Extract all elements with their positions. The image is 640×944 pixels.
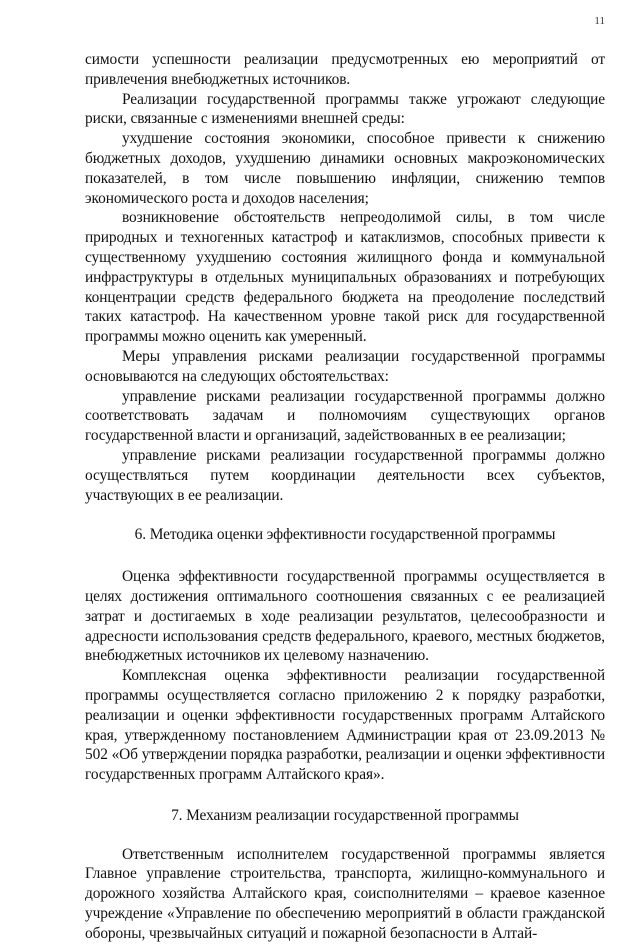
paragraph: ухудшение состояния экономики, способное привести к снижению бюджетных доходов, ухудшению динамики основных макроэкономических показателей, в том числе повышению инфляции, снижению темпов экономического роста и доходов населения; <box>85 130 605 207</box>
paragraph: Реализации государственной программы также угрожают следующие риски, связанные с изменениями внешней среды: <box>85 90 605 128</box>
section-heading: 6. Методика оценки эффективности государственной программы <box>134 526 556 544</box>
section-heading: 7. Механизм реализации государственной программы <box>171 806 519 824</box>
paragraph: управление рисками реализации государственной программы должно соответствовать задачам и полномочиям существующих органов государственной власти и организаций, задействованных в ее реализации; <box>85 387 605 445</box>
paragraph: управление рисками реализации государственной программы должно осуществляться путем координации деятельности всех субъектов, участвующих в ее реализации. <box>85 446 605 504</box>
paragraph: симости успешности реализации предусмотренных ею мероприятий от привлечения внебюджетных источников. <box>85 51 605 88</box>
paragraph: Ответственным исполнителем государственной программы является Главное управление строительства, транспорта, жилищно-коммунального и дорожного хозяйства Алтайского края, соисполнителями – краевое казенное учреждение «Управление по обеспечению мероприятий в области гражданской обороны, чрезвычайных ситуаций и пожарной безопасности в Алтай- <box>85 845 605 942</box>
paragraph: Меры управления рисками реализации государственной программы основываются на следующих обстоятельствах: <box>85 347 605 385</box>
page-number: 11 <box>594 15 605 27</box>
document-body <box>85 50 605 944</box>
paragraph: возникновение обстоятельств непреодолимой силы, в том числе природных и техногенных катастроф и катаклизмов, способных привести к существенному ухудшению состояния жилищного фонда и коммунальной инфраструктуры в отдельных муниципальных образованиях и потребующих концентрации средств федерального бюджета на преодоление последствий таких катастроф. На качественном уровне такой риск для государственной программы можно оценить как умеренный. <box>85 209 605 346</box>
paragraph: Оценка эффективности государственной программы осуществляется в целях достижения оптимального соотношения связанных с ее реализацией затрат и достигаемых в ходе реализации результатов, целесообразности и адресности использования средств федерального, краевого, местных бюджетов, внебюджетных источников их целевому назначению. <box>85 568 605 665</box>
paragraph: Комплексная оценка эффективности реализации государственной программы осуществляется согласно приложению 2 к порядку разработки, реализации и оценки эффективности государственных программ Алтайского края, утвержденному постановлением Администрации края от 23.09.2013 № 502 «Об утверждении порядка разработки, реализации и оценки эффективности государственных программ Алтайского края». <box>85 667 605 784</box>
